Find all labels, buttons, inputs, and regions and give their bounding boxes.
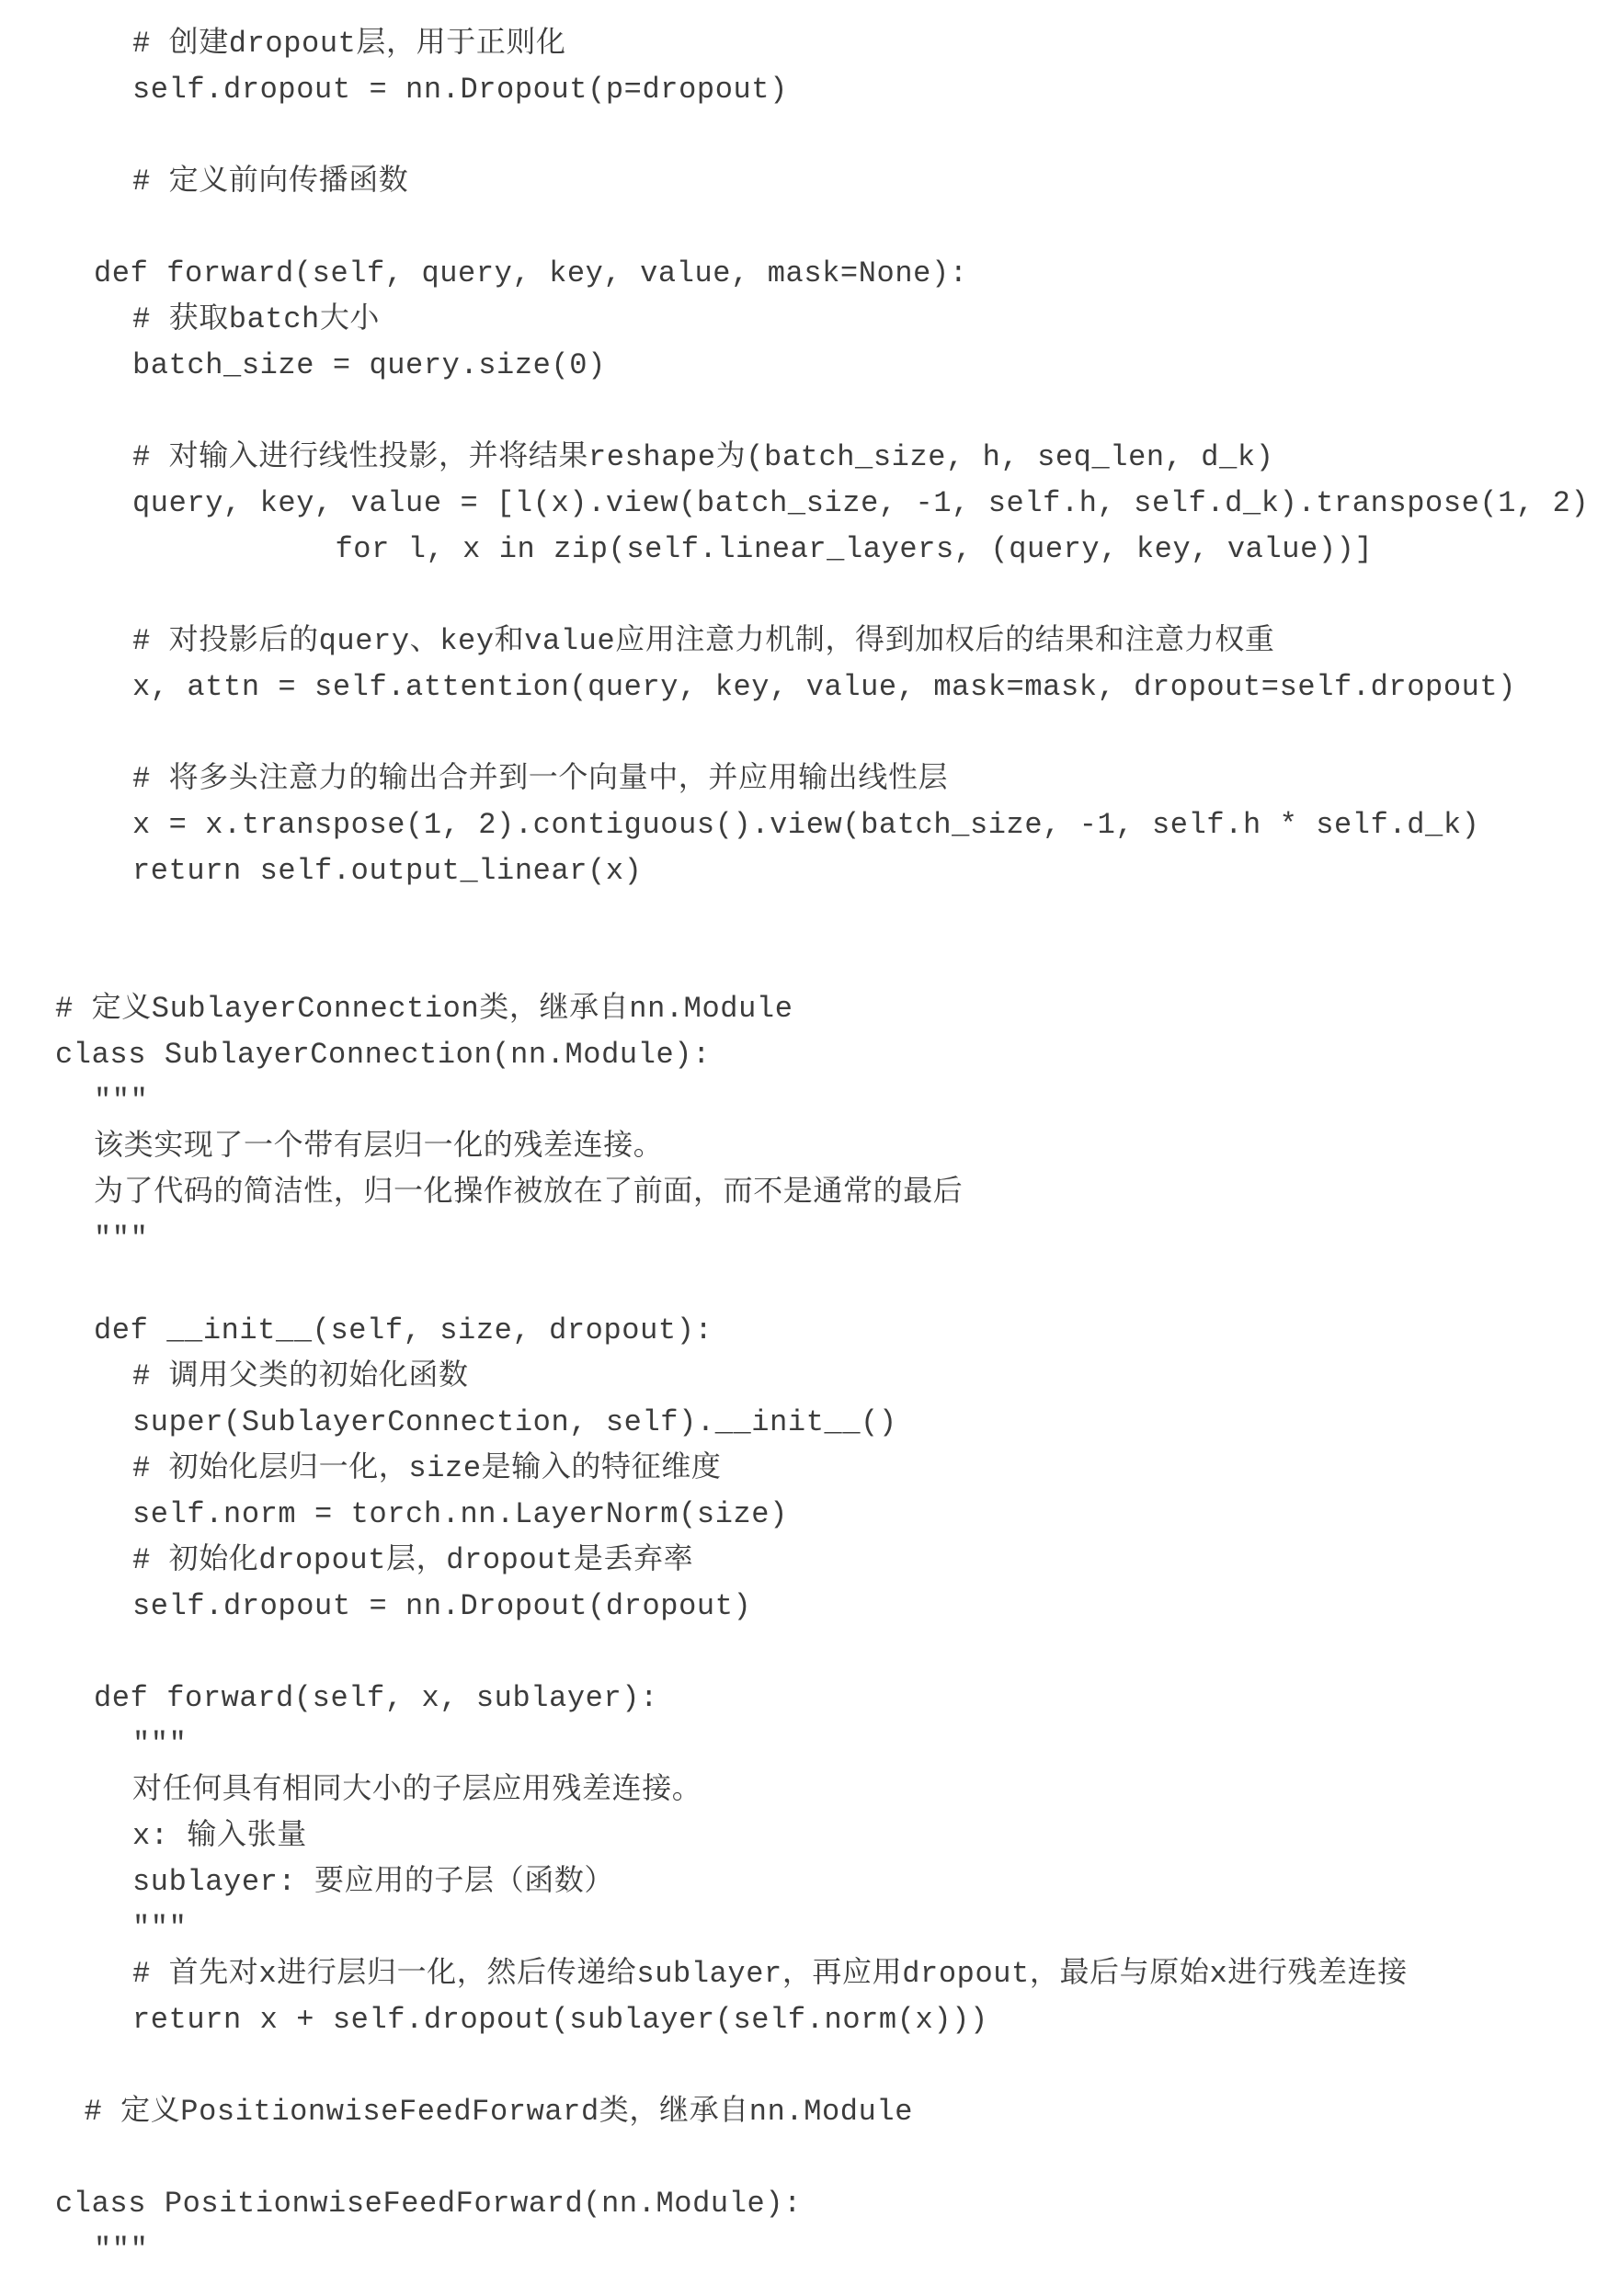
code-line: self.dropout = nn.Dropout(dropout) xyxy=(132,1589,752,1623)
code-line: # 创建dropout层，用于正则化 xyxy=(132,27,566,61)
code-line: 对任何具有相同大小的子层应用残差连接。 xyxy=(132,1773,702,1807)
code-line: # 定义SublayerConnection类，继承自nn.Module xyxy=(55,992,793,1026)
code-line: def __init__(self, size, dropout): xyxy=(94,1313,713,1347)
code-line: # 首先对x进行层归一化，然后传递给sublayer，再应用dropout，最后与原始x进行残差连接 xyxy=(132,1957,1408,1991)
code-line: self.norm = torch.nn.LayerNorm(size) xyxy=(132,1497,788,1531)
code-line: # 初始化层归一化，size是输入的特征维度 xyxy=(132,1451,722,1485)
code-line: # 定义PositionwiseFeedForward类，继承自nn.Module xyxy=(84,2095,914,2129)
code-line: # 获取batch大小 xyxy=(132,302,381,336)
code-line: return x + self.dropout(sublayer(self.norm(x))) xyxy=(132,2003,988,2037)
code-line: def forward(self, x, sublayer): xyxy=(94,1681,658,1715)
code-line: """ xyxy=(132,1727,188,1761)
code-line: x, attn = self.attention(query, key, value, mask=mask, dropout=self.dropout) xyxy=(132,670,1517,704)
code-line: def forward(self, query, key, value, mask=None): xyxy=(94,256,968,290)
code-line: x: 输入张量 xyxy=(132,1819,307,1853)
code-line: # 对输入进行线性投影，并将结果reshape为(batch_size, h, seq_len, d_k) xyxy=(132,440,1274,474)
code-line: 该类实现了一个带有层归一化的残差连接。 xyxy=(94,1130,664,1164)
code-line: 为了代码的简洁性，归一化操作被放在了前面，而不是通常的最后 xyxy=(94,1176,964,1210)
code-line: class SublayerConnection(nn.Module): xyxy=(55,1038,711,1072)
code-line: return self.output_linear(x) xyxy=(132,854,643,888)
code-line: query, key, value = [l(x).view(batch_size, -1, self.h, self.d_k).transpose(1, 2) xyxy=(132,486,1590,520)
code-line: """ xyxy=(94,1222,149,1256)
code-line: class PositionwiseFeedForward(nn.Module): xyxy=(55,2187,802,2221)
code-line: super(SublayerConnection, self).__init__() xyxy=(132,1405,897,1439)
code-line: """ xyxy=(94,2233,149,2267)
code-line: """ xyxy=(132,1911,188,1945)
code-line: """ xyxy=(94,1084,149,1118)
code-line: for l, x in zip(self.linear_layers, (query, key, value))] xyxy=(335,532,1374,566)
code-line: # 调用父类的初始化函数 xyxy=(132,1359,469,1393)
code-line: # 定义前向传播函数 xyxy=(132,165,409,199)
code-line: # 对投影后的query、key和value应用注意力机制，得到加权后的结果和注意力权重 xyxy=(132,624,1275,658)
code-line: x = x.transpose(1, 2).contiguous().view(batch_size, -1, self.h * self.d_k) xyxy=(132,808,1480,842)
code-line: # 将多头注意力的输出合并到一个向量中，并应用输出线性层 xyxy=(132,762,949,796)
code-line: sublayer: 要应用的子层（函数） xyxy=(132,1865,615,1899)
code-line: # 初始化dropout层，dropout是丢弃率 xyxy=(132,1543,694,1577)
code-line: self.dropout = nn.Dropout(p=dropout) xyxy=(132,73,788,107)
code-line: batch_size = query.size(0) xyxy=(132,348,606,382)
